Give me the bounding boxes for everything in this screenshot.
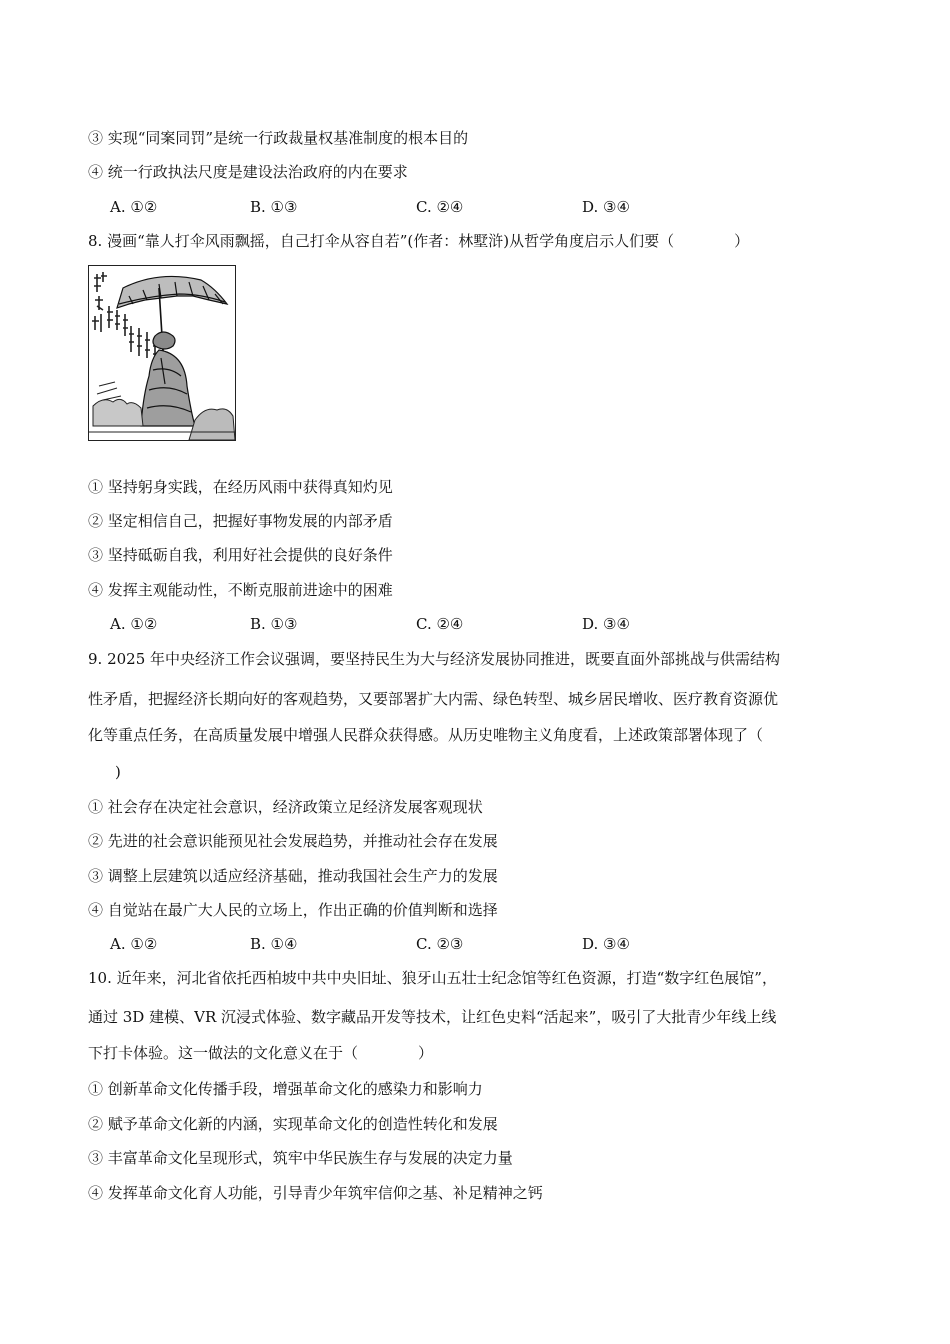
q9-item-1: ① 社会存在决定社会意识，经济政策立足经济发展客观现状 [88,798,483,816]
q8-option-d: D. ③④ [582,615,630,633]
q9-stem-line-4: ) [100,763,121,781]
q8-item-2: ② 坚定相信自己，把握好事物发展的内部矛盾 [88,512,393,530]
figure [141,332,195,426]
q10-stem-line-3: 下打卡体验。这一做法的文化意义在于（ ） [88,1044,434,1062]
q9-option-b: B. ①④ [250,935,298,953]
q8-item-1: ① 坚持躬身实践，在经历风雨中获得真知灼见 [88,478,393,496]
q10-item-1: ① 创新革命文化传播手段，增强革命文化的感染力和影响力 [88,1080,483,1098]
q9-item-4: ④ 自觉站在最广大人民的立场上，作出正确的价值判断和选择 [88,901,498,919]
q7-option-b: B. ①③ [250,198,298,216]
q10-item-2: ② 赋予革命文化新的内涵，实现革命文化的创造性转化和发展 [88,1115,498,1133]
q10-item-3: ③ 丰富革命文化呈现形式，筑牢中华民族生存与发展的决定力量 [88,1149,513,1167]
q10-item-4: ④ 发挥革命文化育人功能，引导青少年筑牢信仰之基、补足精神之钙 [88,1184,543,1202]
q10-stem-line-2: 通过 3D 建模、VR 沉浸式体验、数字藏品开发等技术，让红色史料“活起来”，吸引了大批青少年线上线 [88,1008,777,1026]
umbrella-canopy [117,276,227,308]
q7-item-4: ④ 统一行政执法尺度是建设法治政府的内在要求 [88,163,408,181]
q9-item-2: ② 先进的社会意识能预见社会发展趋势，并推动社会存在发展 [88,832,498,850]
q8-stem: 8. 漫画“靠人打伞风雨飘摇，自己打伞从容自若”(作者：林墅浒)从哲学角度启示人们要（ ） [88,232,750,250]
q7-option-a: A. ①② [110,198,158,216]
q9-stem-line-3: 化等重点任务，在高质量发展中增强人民群众获得感。从历史唯物主义角度看，上述政策部署体现了（ [88,726,764,744]
umbrella-cartoon-drawing [89,266,235,440]
q7-item-3: ③ 实现“同案同罚”是统一行政裁量权基准制度的根本目的 [88,129,469,147]
q9-stem-line-1: 9. 2025 年中央经济工作会议强调，要坚持民生为大与经济发展协同推进，既要直面外部挑战与供需结构 [88,650,781,668]
q9-option-d: D. ③④ [582,935,630,953]
umbrella-cartoon [88,265,236,441]
q8-item-3: ③ 坚持砥砺自我，利用好社会提供的良好条件 [88,546,393,564]
q8-option-b: B. ①③ [250,615,298,633]
q8-item-4: ④ 发挥主观能动性，不断克服前进途中的困难 [88,581,393,599]
q7-option-d: D. ③④ [582,198,630,216]
q10-stem-line-1: 10. 近年来，河北省依托西柏坡中共中央旧址、狼牙山五壮士纪念馆等红色资源，打造“数字红色展馆”， [88,969,777,987]
q7-option-c: C. ②④ [416,198,464,216]
q9-item-3: ③ 调整上层建筑以适应经济基础，推动我国社会生产力的发展 [88,867,498,885]
q9-stem-line-2: 性矛盾，把握经济长期向好的客观趋势，又要部署扩大内需、绿色转型、城乡居民增收、医疗教育资源优 [88,690,779,708]
q9-option-c: C. ②③ [416,935,464,953]
q8-option-c: C. ②④ [416,615,464,633]
q8-option-a: A. ①② [110,615,158,633]
q9-option-a: A. ①② [110,935,158,953]
